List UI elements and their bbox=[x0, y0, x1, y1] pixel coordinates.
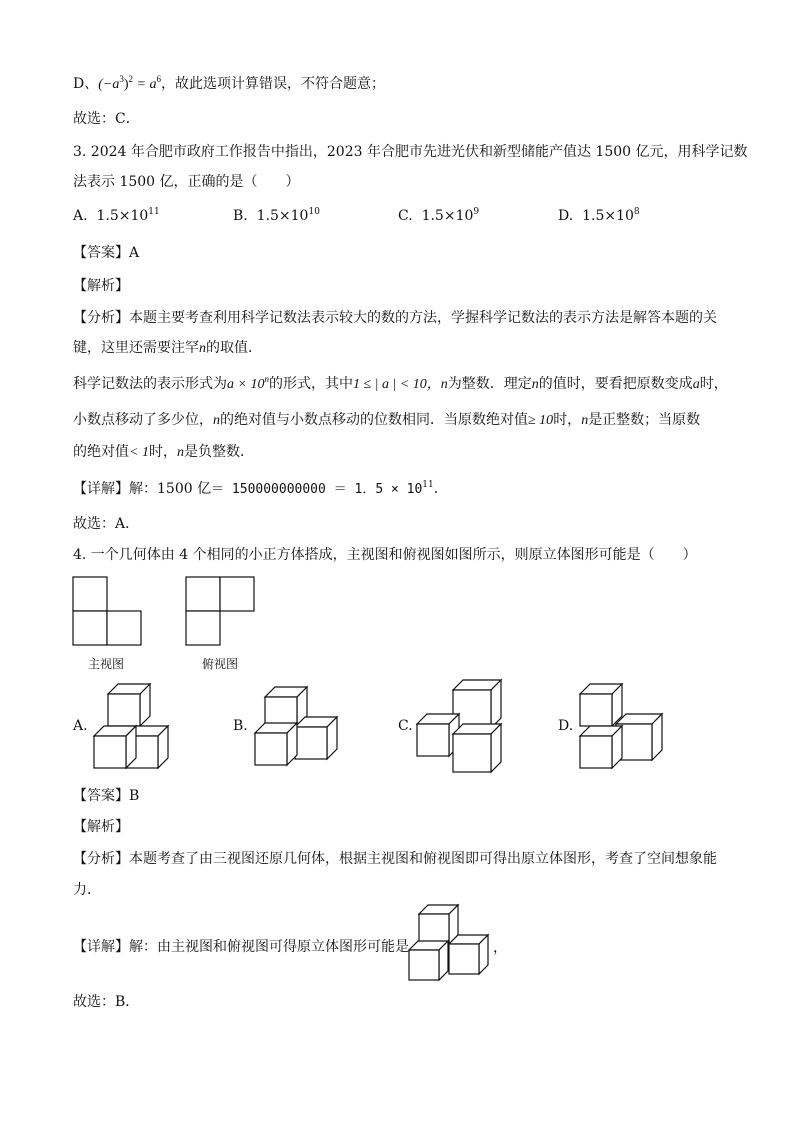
q4-question: 4. 一个几何体由 4 个相同的小正方体搭成，主视图和俯视图如图所示，则原立体图形可能是（ ） bbox=[73, 547, 697, 563]
q3-option-a: A. $1.5\times 10^{11}$ bbox=[73, 207, 160, 224]
d-option-expression: $(-a^3)^2 = a^6$ bbox=[98, 74, 161, 92]
sci-notation-line1: 科学记数法的表示形式为$a \times 10^n$的形式，其中1 ≤ | a | < 10，n为整数．理定n的值时，要看把原数变成a时， bbox=[73, 374, 728, 392]
q4-option-b-figure bbox=[253, 685, 343, 770]
q3-option-b: B. $1.5\times 10^{10}$ bbox=[233, 207, 320, 224]
q3-jiexi: 【解析】 bbox=[73, 278, 129, 294]
d-option-suffix: ，故此选项计算错误，不符合题意； bbox=[160, 76, 385, 92]
q4-analysis-line1: 【分析】本题考查了由三视图还原几何体，根据主视图和俯视图即可得出原立体图形，考查了空间想象能 bbox=[73, 851, 717, 867]
q3-option-c: C. $1.5\times 10^9$ bbox=[398, 207, 480, 224]
q4-detail-text: 【详解】解：由主视图和俯视图可得原立体图形可能是 bbox=[73, 939, 409, 955]
q4-option-b-label: B. bbox=[233, 718, 248, 734]
d-option-line bbox=[73, 74, 385, 95]
q4-option-d-figure bbox=[578, 682, 666, 774]
q4-option-a-figure bbox=[92, 682, 176, 774]
q3-analysis-line2: 键，这里还需要注罕n的取值． bbox=[73, 340, 262, 356]
front-view-figure bbox=[72, 576, 144, 646]
q4-option-c-label: C. bbox=[398, 718, 413, 734]
sci-notation-line2: 小数点移动了多少位，n的绝对值与小数点移动的位数相同．当原数绝对值≥ 10时，n是正整数；当原数 bbox=[73, 412, 701, 428]
q4-analysis-line2: 力． bbox=[73, 882, 101, 898]
q4-jiexi: 【解析】 bbox=[73, 819, 129, 835]
q4-answer: 【答案】B bbox=[73, 788, 140, 804]
q4-option-a-label: A. bbox=[73, 718, 88, 734]
q3-detail: 【详解】解：1500 亿＝ 150000000000 ＝ 1．$5 \times 10^{11}$． bbox=[73, 480, 448, 497]
d-option-prefix: D、 bbox=[73, 76, 99, 92]
q3-question-line1: 3. 2024 年合肥市政府工作报告中指出，2023 年合肥市先进光伏和新型储能产值达 1500 亿元，用科学记数 bbox=[73, 144, 748, 160]
q4-detail-figure bbox=[407, 903, 497, 985]
sci-notation-line3: 的绝对值< 1时，n是负整数． bbox=[73, 444, 254, 460]
q3-analysis-line1: 【分析】本题主要考查利用科学记数法表示较大的数的方法，学握科学记数法的表示方法是解答本题的关 bbox=[73, 310, 717, 326]
q4-option-d-label: D. bbox=[558, 718, 574, 734]
choose-b-line: 故选：B． bbox=[73, 994, 140, 1010]
choose-a-line: 故选：A． bbox=[73, 516, 140, 532]
q3-answer: 【答案】A bbox=[73, 245, 140, 261]
front-view-label: 主视图 bbox=[88, 657, 125, 671]
q4-detail-comma: ， bbox=[493, 940, 507, 956]
q3-option-d: D. $1.5\times 10^8$ bbox=[558, 207, 640, 224]
choose-c-line: 故选：C． bbox=[73, 111, 140, 127]
top-view-label: 俯视图 bbox=[202, 657, 239, 671]
top-view-figure bbox=[185, 576, 257, 646]
q3-question-line2: 法表示 1500 亿，正确的是（ ） bbox=[73, 174, 300, 190]
q4-option-c-figure bbox=[415, 678, 510, 776]
